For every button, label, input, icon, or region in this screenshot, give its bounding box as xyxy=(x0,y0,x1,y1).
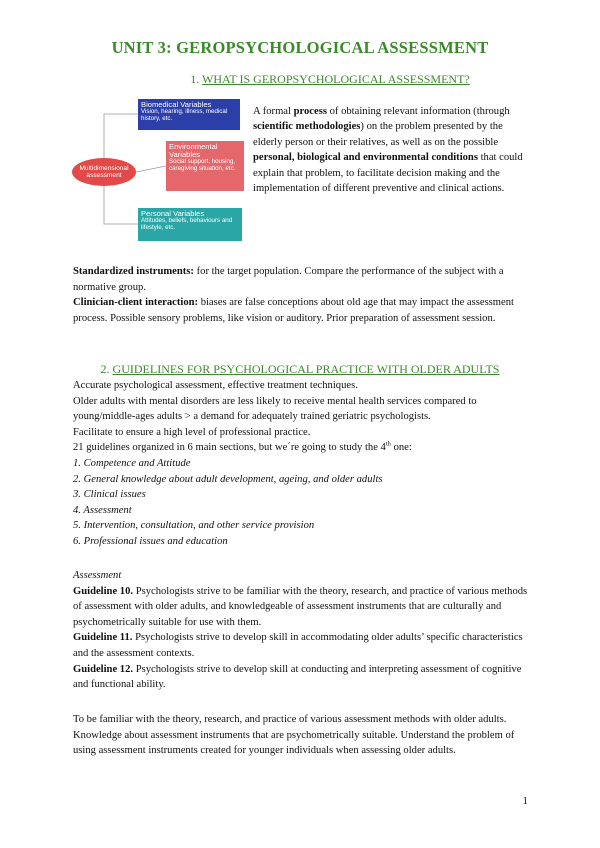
page-number: 1 xyxy=(522,795,528,807)
assessment-block xyxy=(73,568,533,693)
guideline-11-label: Guideline 11. xyxy=(73,632,133,644)
closing-paragraph: To be familiar with the theory, research, and practice of various assessment methods with older adults. Knowledge about assessment instruments that are psychometrically suitable. Understand the problem of using assessment instruments created for younger individuals when assessing older adults. xyxy=(73,714,515,757)
environmental-variables-box xyxy=(166,141,244,191)
guideline-12-text: Psychologists strive to develop skill at conducting and interpreting assessment of cognitive and functional ability. xyxy=(73,663,522,691)
definition-bold-1: process xyxy=(293,106,327,117)
box2-title: Environmental Variables xyxy=(169,142,218,159)
biomedical-variables-box xyxy=(138,99,240,130)
box1-text: Vision, hearing, illness, medical history, etc. xyxy=(141,108,228,122)
standardized-text: for the target population. Compare the performance of the subject with a normative group. xyxy=(73,266,504,293)
box2-text: Social support, housing, caregiving situation, etc. xyxy=(169,158,236,172)
definition-bold-2: scientific methodologies xyxy=(253,121,361,133)
guideline-12-label: Guideline 12. xyxy=(73,663,134,675)
clinician-text: biases are false conceptions about old age that may impact the assessment process. Possible sensory problems, like vision or auditory. Prior preparation of assessment session. xyxy=(73,297,514,324)
standardized-label: Standardized instruments: xyxy=(73,266,194,277)
box1-title: Biomedical Variables xyxy=(141,100,212,109)
section-1-heading xyxy=(30,72,600,87)
list-item: 4. Assessment xyxy=(73,504,132,516)
guideline-10-text: Psychologists strive to be familiar with the theory, research, and practice of various methods of assessment with older adults, and knowledgeable of assessment instruments that are culturally and psychometrically suitable for use with them. xyxy=(73,585,528,628)
definition-paragraph xyxy=(253,104,525,196)
guidelines-intro xyxy=(73,440,533,456)
multidimensional-diagram xyxy=(64,96,244,248)
box3-text: Attitudes, beliefs, behaviours and lifestyle, etc. xyxy=(141,217,233,231)
section-2-title: GUIDELINES FOR PSYCHOLOGICAL PRACTICE WITH OLDER ADULTS xyxy=(112,362,500,376)
section-2-heading xyxy=(0,362,600,377)
list-item: 2. General knowledge about adult development, ageing, and older adults xyxy=(73,473,383,485)
box3-title: Personal Variables xyxy=(141,209,205,218)
guidelines-intro-sup: th xyxy=(385,440,391,448)
list-item: 1. Competence and Attitude xyxy=(73,457,191,469)
connector-top xyxy=(104,114,138,158)
definition-text-4: that could explain that problem, to facilitate decision making and the implementation of different preventive and clinical actions. xyxy=(253,152,523,195)
connector-bottom xyxy=(104,186,138,224)
list-item: 3. Clinical issues xyxy=(73,489,146,501)
section-1-number: 1. xyxy=(190,72,200,86)
assessment-heading: Assessment xyxy=(73,570,122,581)
clinician-label: Clinician-client interaction: xyxy=(73,297,199,308)
list-item: 5. Intervention, consultation, and other service provision xyxy=(73,520,315,532)
guideline-10-label: Guideline 10. xyxy=(73,585,134,597)
definition-bold-3: personal, biological and environmental conditions xyxy=(253,152,478,164)
guideline-10 xyxy=(73,584,533,631)
s2-line-2: Older adults with mental disorders are less likely to receive mental health services compared to young/middle-ages adults > a demand for adequately trained geriatric psychologists. xyxy=(73,395,477,423)
multidimensional-ellipse: Multidimensional assessment xyxy=(72,158,136,186)
guidelines-intro-text: 21 guidelines organized in 6 main sections, but we´re going to study the 4 xyxy=(73,442,386,454)
definition-text-3: ) on the problem presented by the elderly person or their relatives, as well as on the possible xyxy=(253,121,503,148)
section-1-title: WHAT IS GEROPSYCHOLOGICAL ASSESSMENT? xyxy=(202,72,470,86)
guideline-11 xyxy=(73,630,533,661)
definition-text-1: A formal xyxy=(253,106,294,117)
s2-line-3: Facilitate to ensure a high level of professional practice. xyxy=(73,426,311,438)
guideline-12 xyxy=(73,662,533,693)
s2-line-1: Accurate psychological assessment, effective treatment techniques. xyxy=(73,380,358,391)
section-2-body xyxy=(73,378,533,550)
definition-text-2: of obtaining relevant information (through xyxy=(326,106,510,117)
personal-variables-box xyxy=(138,208,242,241)
page-title: UNIT 3: GEROPSYCHOLOGICAL ASSESSMENT xyxy=(111,38,489,57)
list-item: 6. Professional issues and education xyxy=(73,535,228,547)
guideline-11-text: Psychologists strive to develop skill in accommodating older adults’ specific characteristics and the assessment contexts. xyxy=(73,632,523,659)
guidelines-intro-end: one: xyxy=(390,442,412,454)
standardized-paragraph xyxy=(73,264,533,295)
section-2-number: 2. xyxy=(100,362,110,376)
clinician-paragraph xyxy=(73,295,533,326)
connector-middle xyxy=(136,166,166,172)
